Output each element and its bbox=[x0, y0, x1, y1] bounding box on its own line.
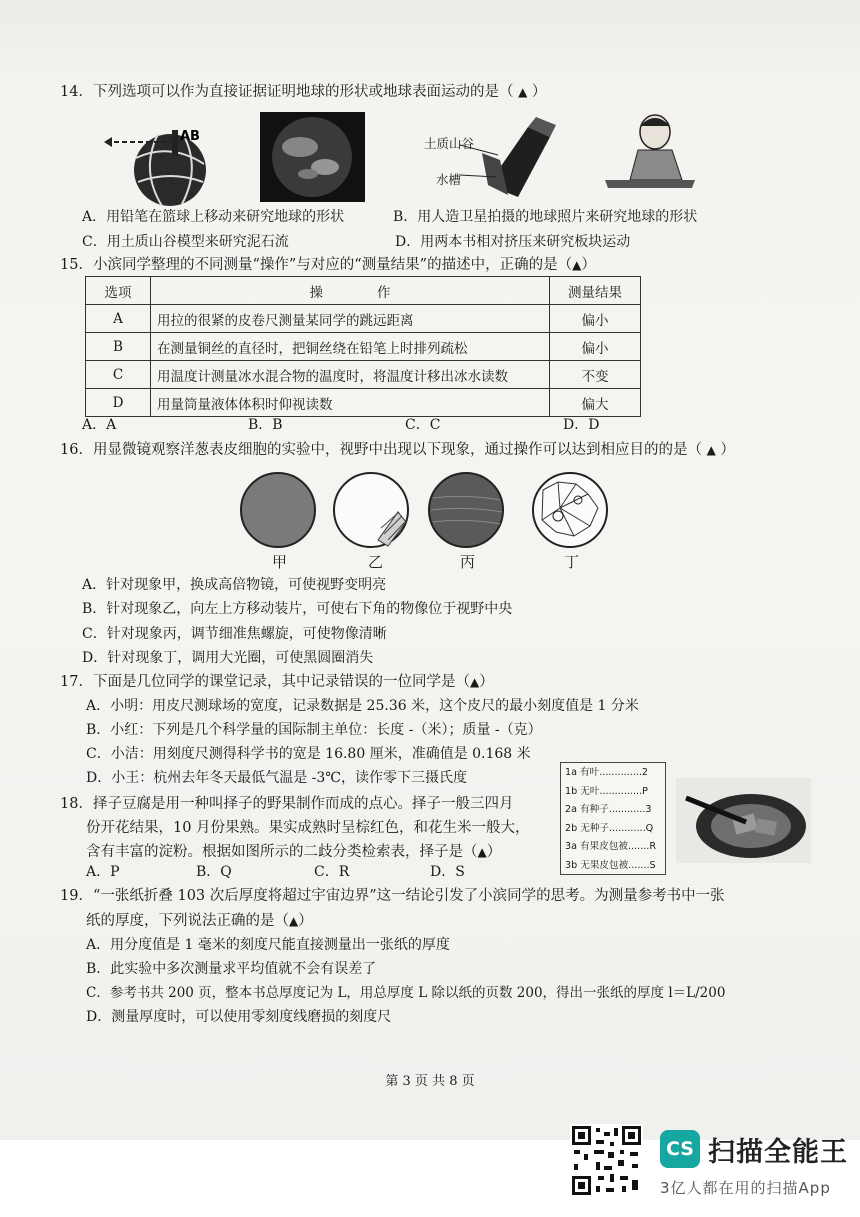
table-row: A 用拉的很紧的皮卷尺测量某同学的跳远距离 偏小 bbox=[86, 305, 641, 333]
caption-yi: 乙 bbox=[368, 553, 384, 571]
q19-option-a: A．用分度值是 1 毫米的刻度尺能直接测量出一张纸的厚度 bbox=[86, 937, 450, 953]
view-ding bbox=[533, 473, 607, 547]
q19-stem-line1: 19．“一张纸折叠 103 次后厚度将超过宇宙边界”这一结论引发了小滨同学的思考。为测量参考书中一张 bbox=[60, 888, 725, 904]
q18-option-d: D．S bbox=[430, 864, 465, 880]
dichotomous-key: 1a 有叶..............2 1b 无叶..............P 2a 有种子............3 2b 无种子............Q 3a 有果皮包被.......R 3b 无果皮包被.......S bbox=[560, 762, 666, 875]
q15-option-b: B．B bbox=[248, 417, 283, 433]
table-row: B 在测量铜丝的直径时，把铜丝绕在铅笔上时排列疏松 偏小 bbox=[86, 333, 641, 361]
q19-stem-line2: 纸的厚度，下列说法正确的是（▲） bbox=[86, 913, 313, 929]
answer-mark: ▲ bbox=[518, 85, 528, 99]
header-result: 测量结果 bbox=[550, 277, 641, 305]
q19-option-d: D．测量厚度时，可以使用零刻度线磨损的刻度尺 bbox=[86, 1009, 392, 1025]
measurement-table bbox=[85, 276, 641, 417]
q16-option-d: D．针对现象丁，调用大光圈，可使黑圆圈消失 bbox=[82, 650, 374, 666]
answer-mark: ▲ bbox=[706, 443, 716, 457]
answer-mark: ▲ bbox=[289, 914, 299, 928]
header-operation: 操 作 bbox=[151, 277, 550, 305]
q17-option-d: D．小王：杭州去年冬天最低气温是 -3℃，读作零下三摄氏度 bbox=[86, 770, 467, 786]
header-option: 选项 bbox=[86, 277, 151, 305]
q14-option-a: A．用铅笔在篮球上移动来研究地球的形状 bbox=[82, 209, 345, 225]
person-books-figure bbox=[600, 110, 700, 195]
q15-option-c: C．C bbox=[405, 417, 441, 433]
view-jia bbox=[241, 473, 315, 547]
basketball-pencil-figure bbox=[100, 112, 225, 207]
answer-mark: ▲ bbox=[469, 675, 480, 689]
view-yi bbox=[334, 473, 408, 547]
table-row: C 用温度计测量冰水混合物的温度时，将温度计移出冰水读数 不变 bbox=[86, 361, 641, 389]
pencil-label: AB bbox=[180, 129, 200, 144]
qr-code-icon bbox=[570, 1124, 643, 1197]
caption-bing: 丙 bbox=[460, 553, 476, 571]
q14-option-d: D．用两本书相对挤压来研究板块运动 bbox=[395, 234, 631, 250]
valley-label: 土质山谷 bbox=[424, 136, 475, 151]
brand-name: 扫描全能王 bbox=[708, 1137, 848, 1168]
table-row: D 用量筒量液体体积时仰视读数 偏大 bbox=[86, 389, 641, 417]
caption-ding: 丁 bbox=[564, 553, 580, 571]
q18-option-b: B．Q bbox=[196, 864, 232, 880]
camscanner-logo-icon: CS bbox=[660, 1130, 700, 1168]
q17-option-b: B．小红：下列是几个科学量的国际制主单位：长度 -（米）；质量 -（克） bbox=[86, 722, 542, 738]
q15-option-a: A．A bbox=[82, 417, 117, 433]
q17-option-c: C．小洁：用刻度尺测得科学书的宽是 16.80 厘米，准确值是 0.168 米 bbox=[86, 746, 531, 762]
q15-stem: 15．小滨同学整理的不同测量“操作”与对应的“测量结果”的描述中，正确的是（▲） bbox=[60, 257, 596, 273]
q18-option-c: C．R bbox=[314, 864, 350, 880]
page-number: 第 3 页 共 8 页 bbox=[385, 1074, 475, 1089]
tank-label: 水槽 bbox=[436, 172, 462, 187]
q18-stem-line2: 份开花结果，10 月份果熟。果实成熟时呈棕红色，和花生米一般大， bbox=[86, 820, 530, 836]
q18-stem-line3: 含有丰富的淀粉。根据如图所示的二歧分类检索表，择子是（▲） bbox=[86, 844, 502, 860]
caption-jia: 甲 bbox=[272, 553, 288, 571]
q19-option-c: C．参考书共 200 页，整本书总厚度记为 L，用总厚度 L 除以纸的页数 200，得出一张纸的厚度 l＝L/200 bbox=[86, 985, 726, 1001]
q19-option-b: B．此实验中多次测量求平均值就不会有误差了 bbox=[86, 961, 377, 977]
answer-mark: ▲ bbox=[477, 845, 487, 859]
q16-option-a: A．针对现象甲，换成高倍物镜，可使视野变明亮 bbox=[82, 577, 387, 593]
table-header-row bbox=[86, 277, 641, 305]
earth-photo bbox=[260, 112, 365, 202]
q16-option-c: C．针对现象丙，调节细准焦螺旋，可使物像清晰 bbox=[82, 626, 387, 642]
q16-option-b: B．针对现象乙，向左上方移动装片，可使右下角的物像位于视野中央 bbox=[82, 601, 513, 617]
brand-tagline: 3亿人都在用的扫描App bbox=[660, 1179, 831, 1197]
answer-mark: ▲ bbox=[572, 258, 582, 272]
q15-option-d: D．D bbox=[563, 417, 600, 433]
tofu-dish-photo bbox=[676, 778, 811, 863]
q14-stem: 14．下列选项可以作为直接证据证明地球的形状或地球表面运动的是（ ▲ ） bbox=[60, 84, 547, 100]
q18-option-a: A．P bbox=[86, 864, 120, 880]
q14-option-c: C．用土质山谷模型来研究泥石流 bbox=[82, 234, 289, 250]
q18-stem-line1: 18．择子豆腐是用一种叫择子的野果制作而成的点心。择子一般三四月 bbox=[60, 796, 514, 812]
q17-option-a: A．小明：用皮尺测球场的宽度，记录数据是 25.36 米，这个皮尺的最小刻度值是 1 分米 bbox=[86, 698, 639, 714]
microscope-views bbox=[238, 470, 618, 550]
q16-stem: 16．用显微镜观察洋葱表皮细胞的实验中，视野中出现以下现象，通过操作可以达到相应目的的是（ ▲ ） bbox=[60, 442, 735, 458]
q17-stem: 17．下面是几位同学的课堂记录，其中记录错误的一位同学是（▲） bbox=[60, 674, 494, 690]
q14-option-b: B．用人造卫星拍摄的地球照片来研究地球的形状 bbox=[393, 209, 698, 225]
view-bing bbox=[429, 473, 503, 547]
